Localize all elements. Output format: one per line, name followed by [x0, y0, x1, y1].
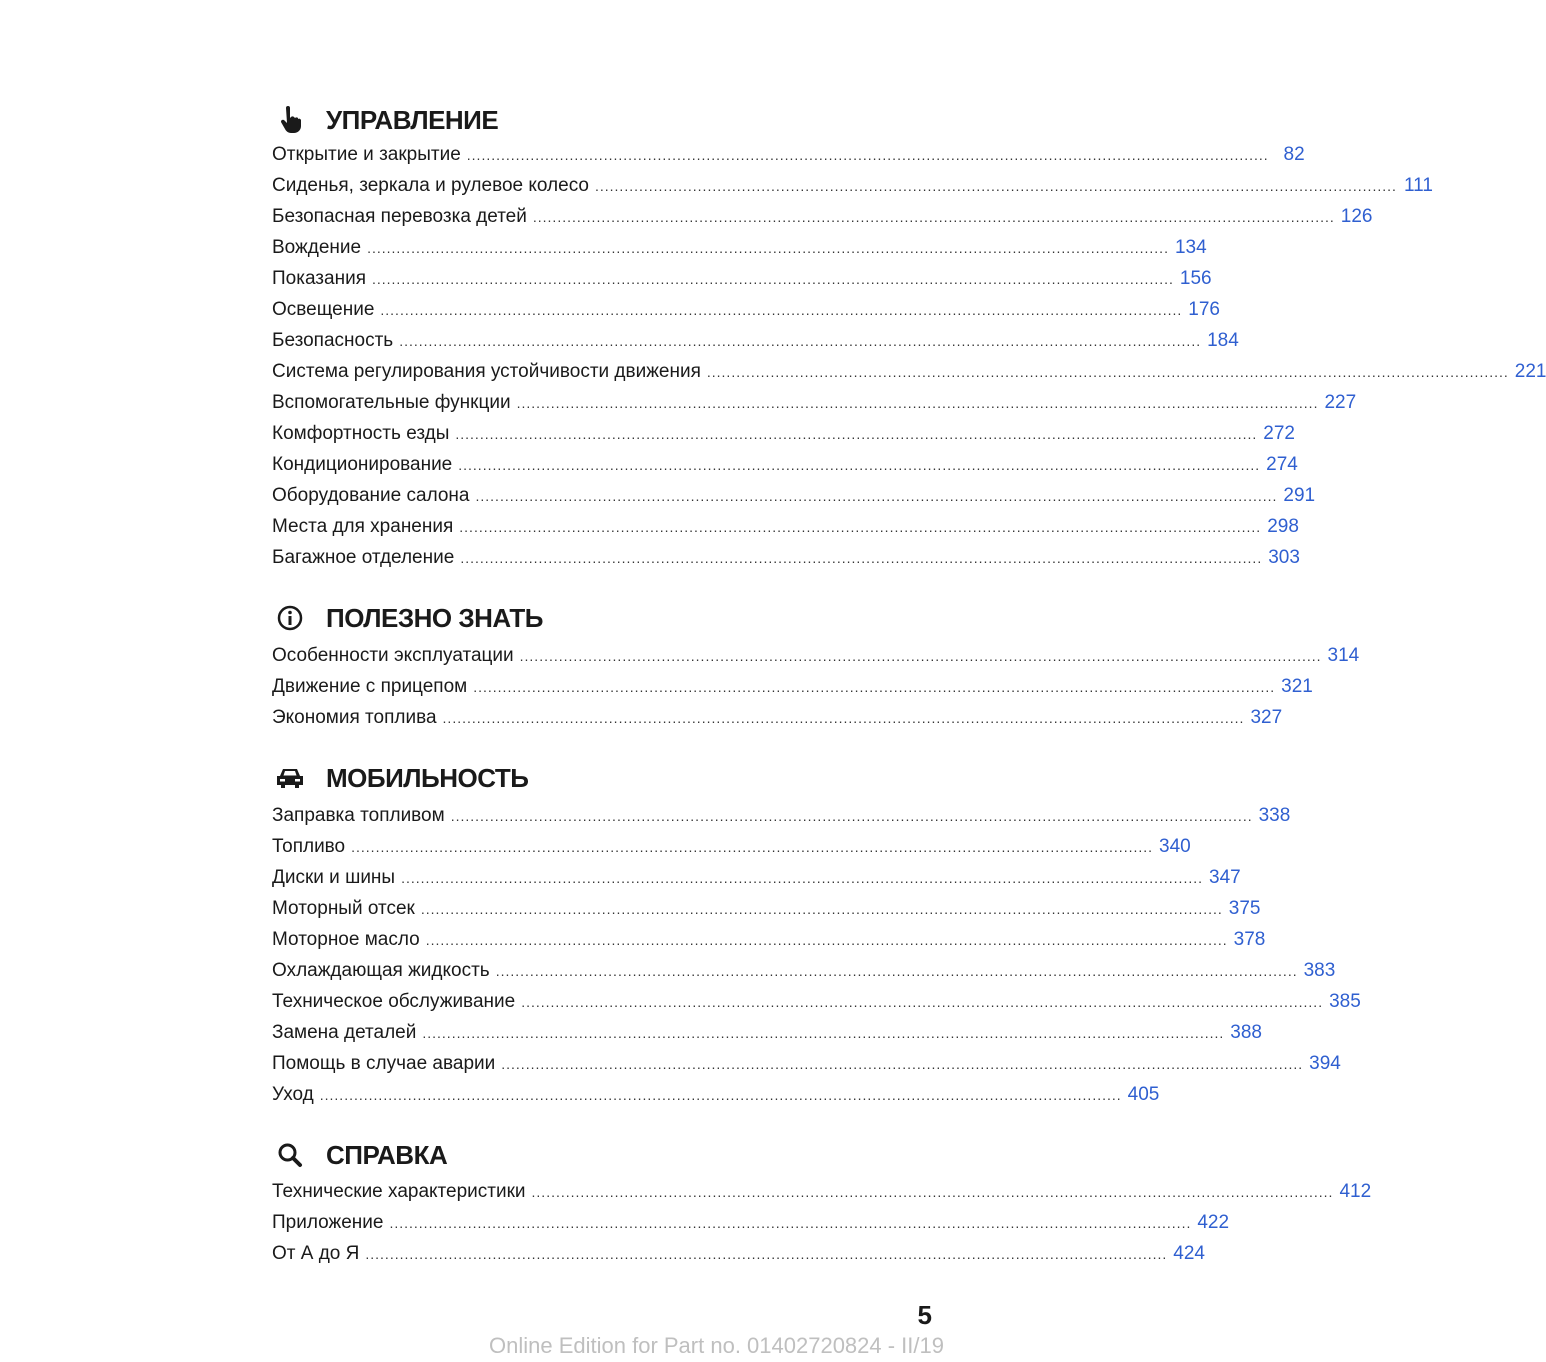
entry-page-link[interactable]: 314	[1327, 645, 1360, 666]
entry-label: Замена деталей	[272, 1022, 417, 1043]
entry-label: От А до Я	[272, 1243, 360, 1264]
entry-label: Помощь в случае аварии	[272, 1053, 496, 1074]
entry-label: Вспомогательные функции	[272, 392, 511, 413]
hand-pointer-icon	[276, 106, 304, 134]
entry-label: Вождение	[272, 237, 362, 258]
info-circle-icon	[276, 604, 304, 632]
section-title: УПРАВЛЕНИЕ	[326, 105, 499, 135]
entry-page-link[interactable]: 424	[1173, 1243, 1205, 1264]
toc-entry[interactable]: Движение с прицепом .................................................................................................................................................................... 321	[272, 676, 1313, 697]
toc-entry[interactable]: Вождение .................................................................................................................................................................... 134	[272, 237, 1207, 258]
entry-label: Сиденья, зеркала и рулевое колесо	[272, 175, 589, 196]
entry-page-link[interactable]: 412	[1339, 1181, 1372, 1202]
entry-page-link[interactable]: 134	[1174, 237, 1207, 258]
entry-page-link[interactable]: 347	[1209, 867, 1241, 888]
entry-label: Заправка топливом	[272, 805, 445, 826]
entry-label: Безопасная перевозка детей	[272, 206, 527, 227]
entry-page-link[interactable]: 126	[1340, 206, 1373, 227]
toc-entry[interactable]: Техническое обслуживание .................................................................................................................................................................... 385	[272, 991, 1361, 1012]
entry-page-link[interactable]: 378	[1233, 929, 1266, 950]
entry-label: Места для хранения	[272, 516, 454, 537]
entry-label: Экономия топлива	[272, 707, 437, 728]
entry-label: Открытие и закрытие	[272, 144, 461, 165]
entry-label: Охлаждающая жидкость	[272, 960, 490, 981]
entry-label: Моторный отсек	[272, 898, 415, 919]
toc-entry[interactable]: Уход .................................................................................................................................................................... 405	[272, 1084, 1160, 1105]
toc-entry[interactable]: Заправка топливом .................................................................................................................................................................... 338	[272, 805, 1291, 826]
entry-label: Показания	[272, 268, 366, 289]
entry-label: Багажное отделение	[272, 547, 455, 568]
entry-page-link[interactable]: 274	[1266, 454, 1298, 475]
toc-entry[interactable]: Багажное отделение .................................................................................................................................................................... 303	[272, 547, 1300, 568]
entry-page-link[interactable]: 394	[1309, 1053, 1341, 1074]
entry-page-link[interactable]: 184	[1207, 330, 1239, 351]
entry-page-link[interactable]: 82	[1283, 144, 1305, 165]
toc-entry[interactable]: Топливо .................................................................................................................................................................... 340	[272, 836, 1191, 857]
entry-label: Безопасность	[272, 330, 394, 351]
entry-label: Комфортность езды	[272, 423, 450, 444]
section-header-mobility	[272, 758, 928, 798]
toc-entry[interactable]: Места для хранения .................................................................................................................................................................... 298	[272, 516, 1299, 537]
toc-entry[interactable]: Показания .................................................................................................................................................................... 156	[272, 268, 1212, 289]
entry-label: Техническое обслуживание	[272, 991, 516, 1012]
entry-page-link[interactable]: 176	[1188, 299, 1220, 320]
toc-entry[interactable]: Вспомогательные функции .................................................................................................................................................................... 227	[272, 392, 1357, 413]
toc-entry[interactable]: Система регулирования устойчивости движения .................................................................................................................................................................... 221	[272, 361, 1546, 382]
toc-entry[interactable]: Технические характеристики .................................................................................................................................................................... 412	[272, 1181, 1372, 1202]
entry-label: Топливо	[272, 836, 346, 857]
entry-label: Моторное масло	[272, 929, 420, 950]
search-icon	[276, 1141, 304, 1169]
page-number: 5	[917, 1300, 932, 1330]
toc-entry[interactable]: Кондиционирование .................................................................................................................................................................... 274	[272, 454, 1298, 475]
entry-page-link[interactable]: 291	[1283, 485, 1316, 506]
toc-entry[interactable]: Помощь в случае аварии .................................................................................................................................................................... 394	[272, 1053, 1341, 1074]
entry-label: Технические характеристики	[272, 1181, 526, 1202]
toc-entry[interactable]: Оборудование салона .................................................................................................................................................................... 291	[272, 485, 1316, 506]
toc-entry[interactable]: Особенности эксплуатации .................................................................................................................................................................... 314	[272, 645, 1360, 666]
entry-label: Освещение	[272, 299, 375, 320]
entry-label: Система регулирования устойчивости движения	[272, 361, 701, 382]
entry-page-link[interactable]: 321	[1281, 676, 1313, 697]
section-header-useful	[272, 598, 928, 638]
section-header-controls	[272, 100, 928, 140]
entry-page-link[interactable]: 303	[1268, 547, 1300, 568]
toc-entry[interactable]: Безопасность .................................................................................................................................................................... 184	[272, 330, 1239, 351]
entry-page-link[interactable]: 383	[1303, 960, 1336, 981]
entry-page-link[interactable]: 156	[1179, 268, 1212, 289]
entry-page-link[interactable]: 340	[1159, 836, 1191, 857]
entry-label: Кондиционирование	[272, 454, 453, 475]
section-title: МОБИЛЬНОСТЬ	[326, 763, 529, 793]
toc-entry[interactable]: Комфортность езды .................................................................................................................................................................... 272	[272, 423, 1295, 444]
section-header-reference	[272, 1135, 928, 1175]
section-title: ПОЛЕЗНО ЗНАТЬ	[326, 603, 543, 633]
entry-page-link[interactable]: 327	[1250, 707, 1283, 728]
entry-page-link[interactable]: 388	[1230, 1022, 1262, 1043]
entry-label: Оборудование салона	[272, 485, 470, 506]
entry-label: Приложение	[272, 1212, 384, 1233]
entry-page-link[interactable]: 221	[1514, 361, 1546, 382]
footer-edition-note: Online Edition for Part no. 01402720824 - II/19	[489, 1333, 944, 1358]
entry-page-link[interactable]: 298	[1267, 516, 1299, 537]
entry-page-link[interactable]: 111	[1404, 175, 1433, 196]
entry-page-link[interactable]: 272	[1263, 423, 1295, 444]
toc-entry[interactable]: Сиденья, зеркала и рулевое колесо .................................................................................................................................................................... 111	[272, 175, 1433, 196]
toc-entry[interactable]: Экономия топлива .................................................................................................................................................................... 327	[272, 707, 1283, 728]
section-title: СПРАВКА	[326, 1140, 448, 1170]
entry-page-link[interactable]: 375	[1228, 898, 1261, 919]
entry-label: Особенности эксплуатации	[272, 645, 514, 666]
entry-label: Уход	[272, 1084, 314, 1105]
toc-entry[interactable]: Освещение .................................................................................................................................................................... 176	[272, 299, 1220, 320]
entry-page-link[interactable]: 405	[1127, 1084, 1160, 1105]
toc-entry[interactable]: Моторный отсек .................................................................................................................................................................... 375	[272, 898, 1261, 919]
entry-page-link[interactable]: 385	[1329, 991, 1361, 1012]
toc-entry[interactable]: Приложение .................................................................................................................................................................... 422	[272, 1212, 1230, 1233]
toc-entry[interactable]: Замена деталей .................................................................................................................................................................... 388	[272, 1022, 1262, 1043]
entry-label: Диски и шины	[272, 867, 396, 888]
toc-entry[interactable]: Безопасная перевозка детей .................................................................................................................................................................... 126	[272, 206, 1373, 227]
entry-label: Движение с прицепом	[272, 676, 468, 697]
toc-entry[interactable]: Диски и шины .................................................................................................................................................................... 347	[272, 867, 1241, 888]
toc-entry[interactable]: Открытие и закрытие .................................................................................................................................................................... 82	[272, 144, 1305, 165]
entry-page-link[interactable]: 227	[1324, 392, 1357, 413]
toc-entry[interactable]: От А до Я .................................................................................................................................................................... 424	[272, 1243, 1205, 1264]
toc-entry[interactable]: Охлаждающая жидкость .................................................................................................................................................................... 383	[272, 960, 1336, 981]
toc-entry[interactable]: Моторное масло .................................................................................................................................................................... 378	[272, 929, 1266, 950]
entry-page-link[interactable]: 422	[1197, 1212, 1230, 1233]
entry-page-link[interactable]: 338	[1258, 805, 1291, 826]
car-icon	[276, 764, 304, 792]
